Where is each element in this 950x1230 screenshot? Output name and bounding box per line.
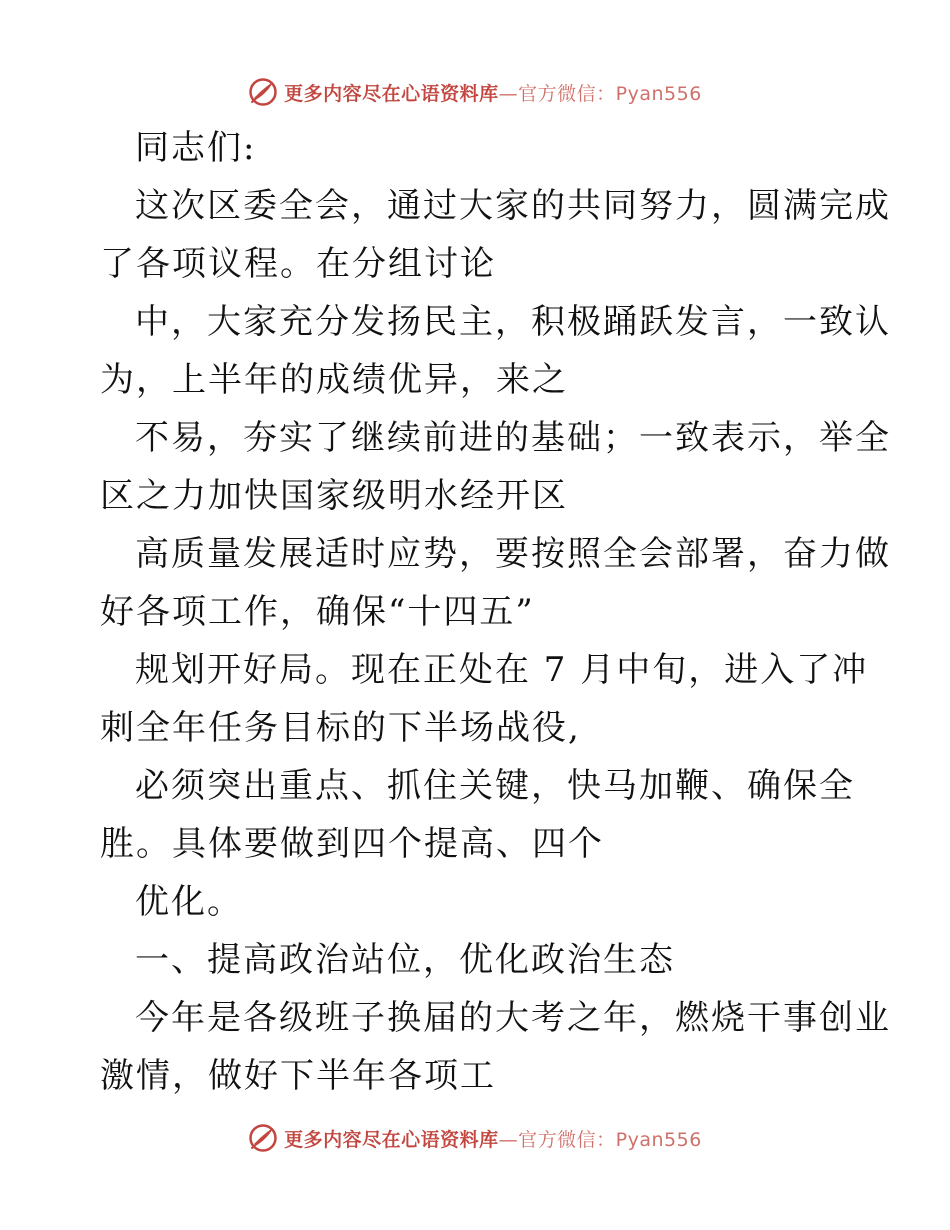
paragraph-line: 优化。: [135, 882, 243, 922]
watermark-text: 更多内容尽在心语资料库—官方微信：Pyan556: [284, 1128, 702, 1151]
watermark-text: 更多内容尽在心语资料库—官方微信：Pyan556: [284, 82, 702, 105]
section-heading: 一、提高政治站位，优化政治生态: [135, 940, 675, 980]
salutation: 同志们:: [135, 128, 257, 168]
paragraph-line: 这次区委全会，通过大家的共同努力，圆满完成: [135, 186, 891, 226]
header-watermark: [0, 72, 950, 112]
paragraph-line: 必须突出重点、抓住关键，快马加鞭、确保全: [135, 766, 855, 806]
paragraph-line: 高质量发展适时应势，要按照全会部署，奋力做: [135, 534, 891, 574]
paragraph-line: 不易，夯实了继续前进的基础；一致表示，举全: [135, 418, 891, 458]
paragraph-line: 规划开好局。现在正处在 7 月中旬，进入了冲: [135, 650, 869, 690]
paragraph-line: 区之力加快国家级明水经开区: [100, 476, 568, 516]
paragraph-line: 为，上半年的成绩优异，来之: [100, 360, 568, 400]
paragraph-line: 今年是各级班子换届的大考之年，燃烧干事创业: [135, 998, 891, 1038]
feather-logo-icon: [248, 1123, 278, 1153]
paragraph-line: 好各项工作，确保“十四五”: [100, 592, 535, 632]
paragraph-line: 胜。具体要做到四个提高、四个: [100, 824, 604, 864]
feather-logo-icon: [248, 77, 278, 107]
footer-watermark: [0, 1118, 950, 1158]
paragraph-line: 了各项议程。在分组讨论: [100, 244, 496, 284]
paragraph-line: 中，大家充分发扬民主，积极踊跃发言，一致认: [135, 302, 891, 342]
paragraph-line: 刺全年任务目标的下半场战役,: [100, 708, 581, 748]
paragraph-line: 激情，做好下半年各项工: [100, 1056, 496, 1096]
